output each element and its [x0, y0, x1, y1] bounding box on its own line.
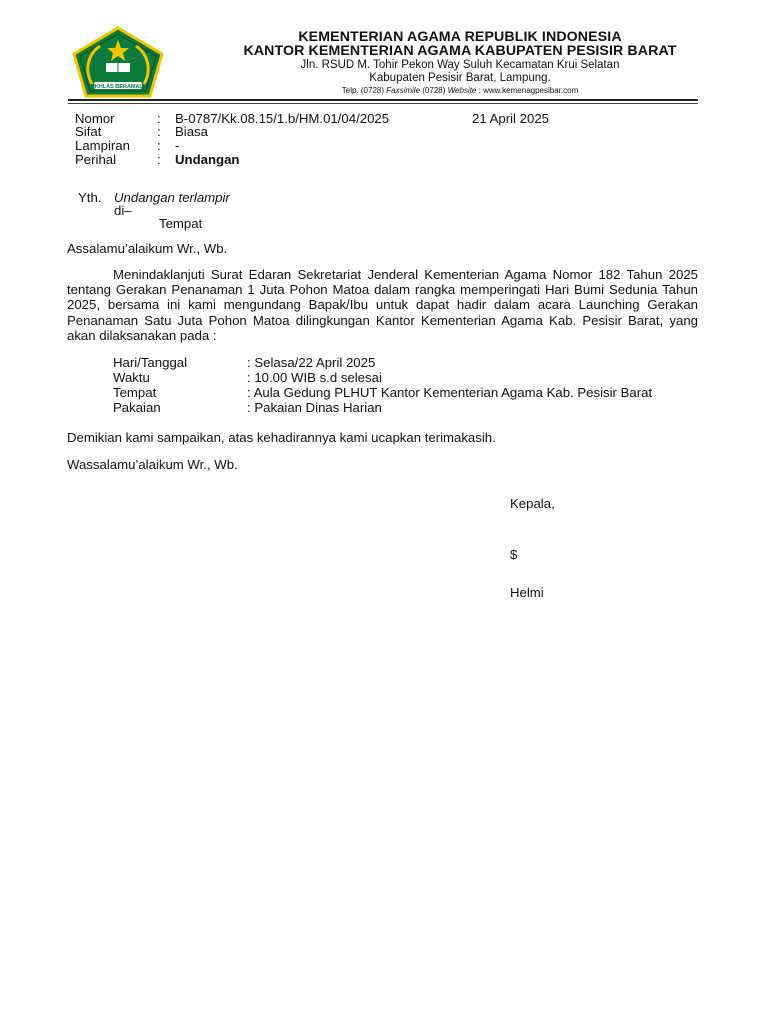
detail-label-date: Hari/Tanggal: [113, 355, 188, 370]
detail-value-attire: : Pakaian Dinas Harian: [247, 400, 382, 415]
body-paragraph: Menindaklanjuti Surat Edaran Sekretariat Jenderal Kementerian Agama Nomor 182 Tahun 2025 tentang Gerakan Penanaman 1 Juta Pohon Matoa dalam rangka memperingati Hari Bumi Sedunia Tahun 2025, bersama ini kami mengundang Bapak/Ibu untuk dapat hadir dalam acara Launching Gerakan Penanaman Satu Juta Pohon Matoa dilingkungan Kantor Kementerian Agama Kab. Pesisir Barat, yang akan dilaksanakan pada :: [67, 267, 698, 343]
farewell: Wassalamu’alaikum Wr., Wb.: [67, 457, 238, 472]
fax-number: (0728): [422, 86, 446, 95]
address-line-2: Kabupaten Pesisir Barat, Lampung.: [369, 72, 551, 84]
yth-label: Yth.: [78, 190, 102, 205]
greeting: Assalamu’alaikum Wr., Wb.: [67, 241, 228, 256]
sifat-label: Sifat: [75, 124, 102, 139]
signature-title: Kepala,: [510, 496, 555, 511]
office-name: KANTOR KEMENTERIAN AGAMA KABUPATEN PESISIR BARAT: [243, 43, 677, 59]
ministry-name: KEMENTERIAN AGAMA REPUBLIK INDONESIA: [298, 29, 622, 45]
sifat-value: Biasa: [175, 124, 208, 139]
colon: :: [157, 124, 161, 139]
recipient-name: Undangan terlampir: [114, 190, 230, 205]
letter-date: 21 April 2025: [472, 111, 549, 126]
closing-sentence: Demikian kami sampaikan, atas kehadirannya kami ucapkan terimakasih.: [67, 430, 496, 445]
detail-value-place: : Aula Gedung PLHUT Kantor Kementerian Agama Kab. Pesisir Barat: [247, 385, 653, 400]
ministry-logo: [70, 26, 174, 98]
signatory-name: Helmi: [510, 585, 544, 600]
colon: :: [157, 138, 161, 153]
detail-value-time: : 10.00 WIB s.d selesai: [247, 370, 382, 385]
svg-text:IKHLAS BERAMAL: IKHLAS BERAMAL: [93, 84, 143, 90]
perihal-value: Undangan: [175, 152, 240, 167]
colon: :: [157, 152, 161, 167]
lampiran-label: Lampiran: [75, 138, 130, 153]
recipient-place: Tempat: [159, 216, 203, 231]
recipient-di: di–: [114, 203, 132, 218]
detail-label-place: Tempat: [113, 385, 157, 400]
detail-value-date: : Selasa/22 April 2025: [247, 355, 376, 370]
address-line-1: Jln. RSUD M. Tohir Pekon Way Suluh Kecamatan Krui Selatan: [300, 59, 620, 71]
nomor-value: B-0787/Kk.08.15/1.b/HM.01/04/2025: [175, 111, 390, 126]
colon: :: [157, 111, 161, 126]
perihal-label: Perihal: [75, 152, 117, 167]
nomor-label: Nomor: [75, 111, 115, 126]
detail-label-time: Waktu: [113, 370, 150, 385]
letterhead-divider: [68, 99, 698, 101]
website-label: Website: [447, 86, 477, 95]
contact-line: [160, 86, 760, 95]
detail-label-attire: Pakaian: [113, 400, 161, 415]
letterhead-divider-thin: [68, 103, 698, 104]
website: : www.kemenagpesibar.com: [478, 86, 579, 95]
lampiran-value: -: [175, 138, 180, 153]
faxsimile-label: Faxsimile: [386, 86, 421, 95]
signature-mark: $: [510, 547, 518, 562]
telp: Telp. (0728): [341, 86, 385, 95]
